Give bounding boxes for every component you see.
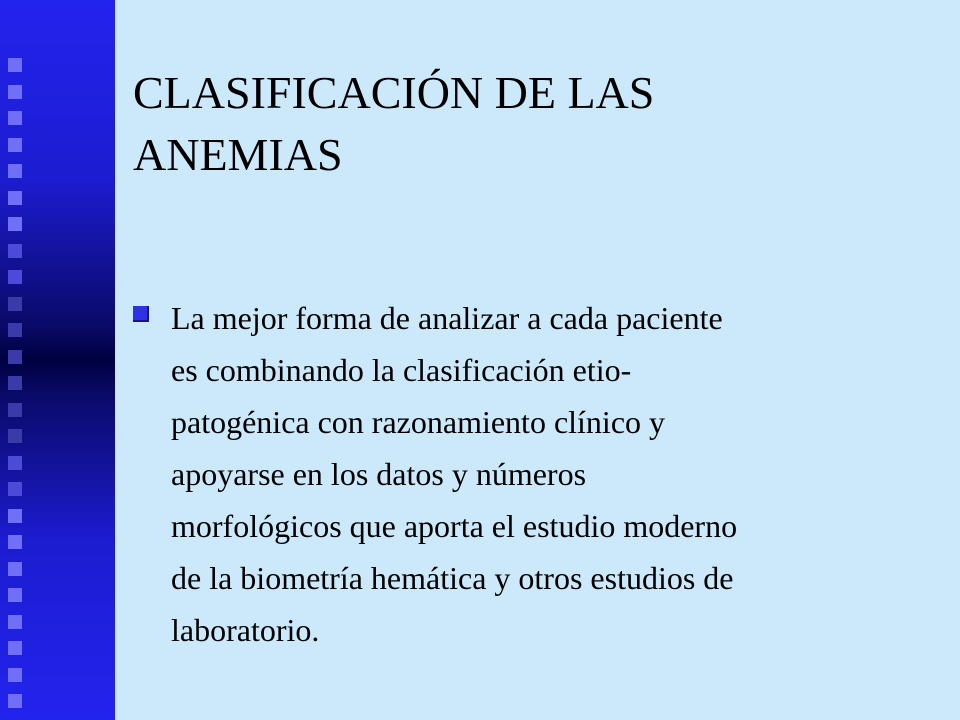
decorative-square bbox=[8, 58, 22, 72]
decorative-square bbox=[8, 403, 22, 417]
decorative-square bbox=[8, 615, 22, 629]
decorative-square bbox=[8, 509, 22, 523]
decorative-square bbox=[8, 350, 22, 364]
decorative-square bbox=[8, 562, 22, 576]
decorative-square bbox=[8, 217, 22, 231]
decorative-square bbox=[8, 456, 22, 470]
decorative-square bbox=[8, 668, 22, 682]
left-gradient-band bbox=[0, 0, 115, 720]
decorative-square bbox=[8, 138, 22, 152]
decorative-square bbox=[8, 641, 22, 655]
decorative-square bbox=[8, 270, 22, 284]
decorative-square bbox=[8, 164, 22, 178]
decorative-square bbox=[8, 482, 22, 496]
decorative-square bbox=[8, 244, 22, 258]
square-bullet-icon bbox=[133, 306, 149, 322]
decorative-square bbox=[8, 588, 22, 602]
decorative-square bbox=[8, 694, 22, 708]
bullet-list bbox=[133, 292, 933, 656]
decorative-square bbox=[8, 429, 22, 443]
bullet-item bbox=[133, 292, 933, 656]
square-column-decoration bbox=[0, 0, 40, 720]
decorative-square bbox=[8, 191, 22, 205]
decorative-square bbox=[8, 376, 22, 390]
decorative-square bbox=[8, 85, 22, 99]
bullet-text: La mejor forma de analizar a cada paciente es combinando la clasificación etio- patogénica con razonamiento clínico y apoyarse en los datos y números morfológicos que aporta el estudio moderno de la biometría hemática y otros estudios de laboratorio. bbox=[171, 300, 738, 648]
decorative-square bbox=[8, 297, 22, 311]
decorative-square bbox=[8, 323, 22, 337]
slide-title: CLASIFICACIÓN DE LAS ANEMIAS bbox=[133, 67, 655, 180]
decorative-square bbox=[8, 535, 22, 549]
decorative-square bbox=[8, 111, 22, 125]
